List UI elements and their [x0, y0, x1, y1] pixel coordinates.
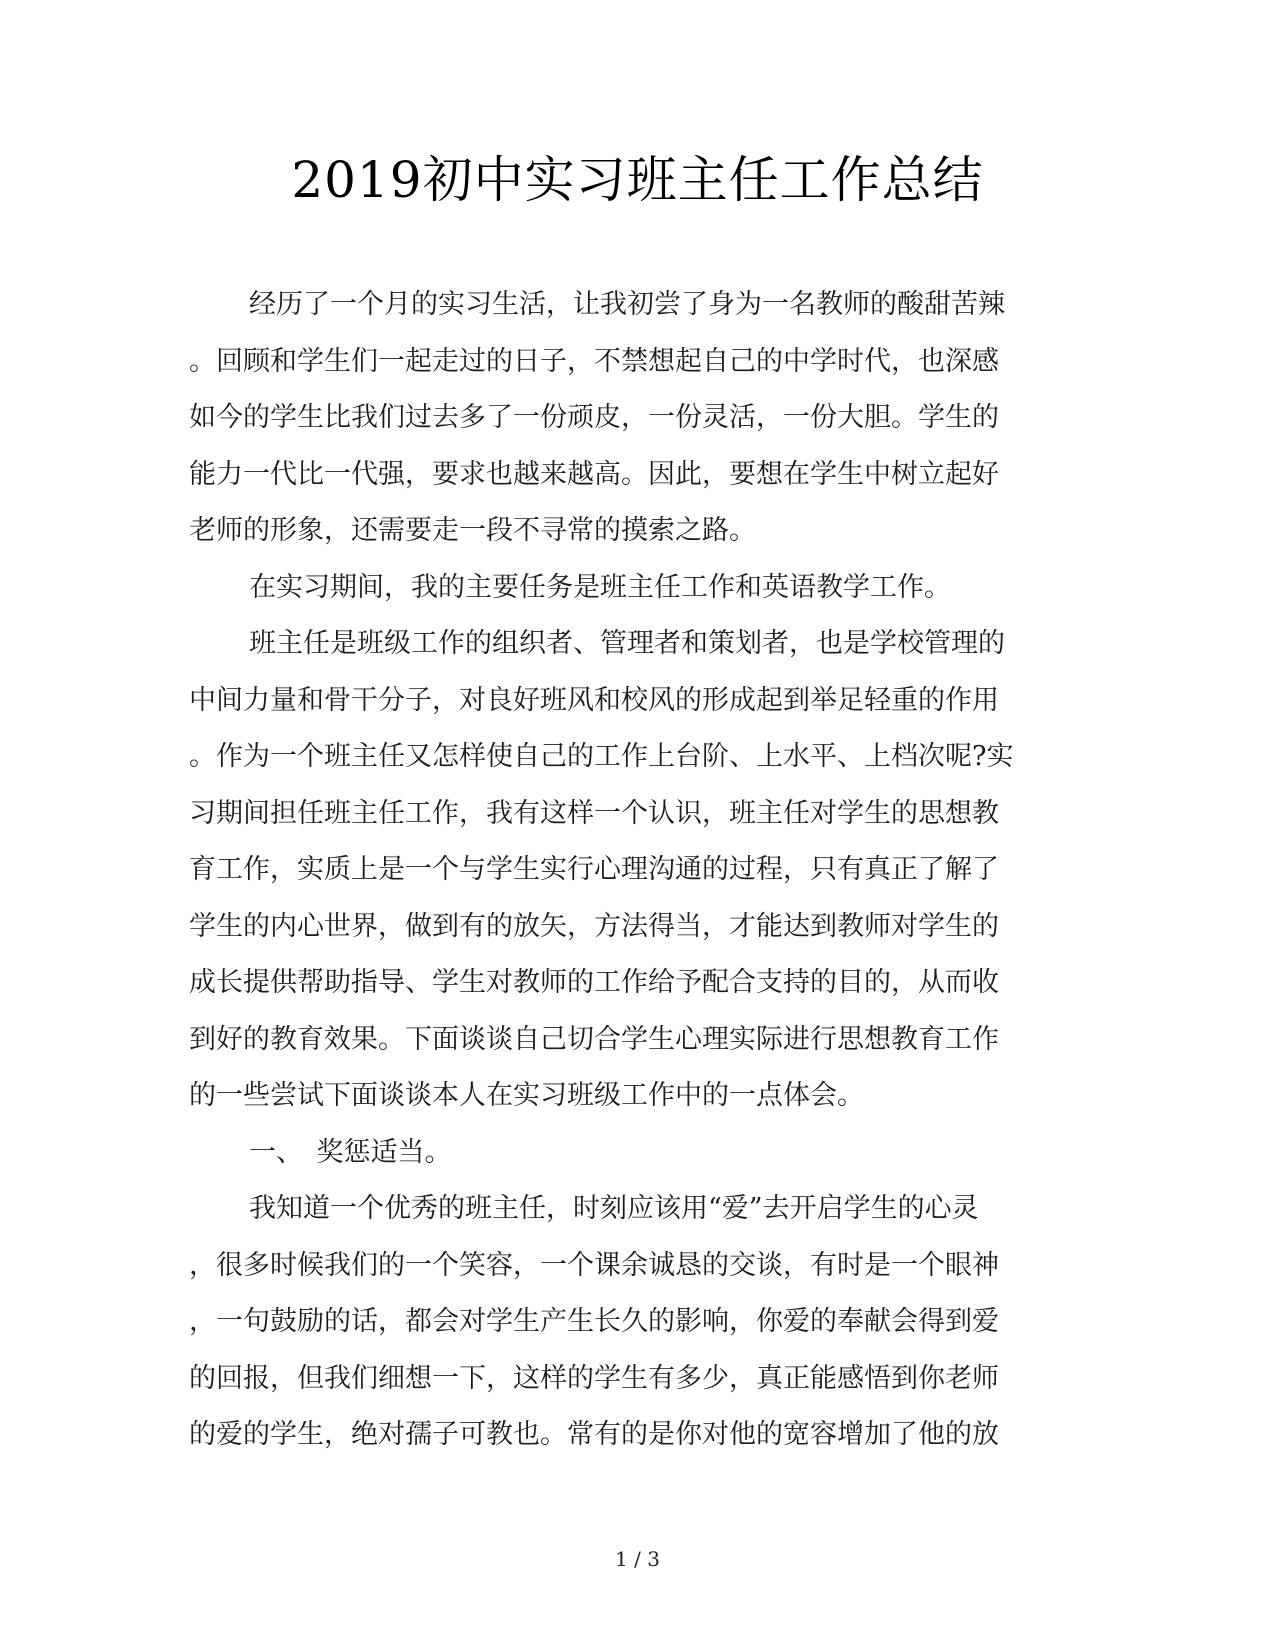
text-line: 在实习期间，我的主要任务是班主任工作和英语教学工作。 — [249, 571, 951, 603]
text-line: 老师的形象，还需要走一段不寻常的摸索之路。 — [189, 515, 756, 546]
text-line: 的一些尝试下面谈谈本人在实习班级工作中的一点体会。 — [189, 1080, 864, 1111]
text-line: 。回顾和学生们一起走过的日子，不禁想起自己的中学时代，也深感 — [189, 345, 999, 377]
text-line: 我知道一个优秀的班主任，时刻应该用“爱”去开启学生的心灵 — [249, 1193, 979, 1224]
text-line: 班主任是班级工作的组织者、管理者和策划者，也是学校管理的 — [249, 628, 1005, 659]
text-line: 到好的教育效果。下面谈谈自己切合学生心理实际进行思想教育工作 — [189, 1023, 999, 1055]
text-line: 能力一代比一代强，要求也越来越高。因此，要想在学生中树立起好 — [189, 458, 999, 490]
text-line: ，很多时候我们的一个笑容，一个课余诚恳的交谈，有时是一个眼神 — [189, 1249, 999, 1281]
section-heading: 一、 奖惩适当。 — [249, 1136, 452, 1168]
page-number: 1 / 3 — [615, 1547, 660, 1571]
text-line: 如今的学生比我们过去多了一份顽皮，一份灵活，一份大胆。学生的 — [189, 402, 999, 433]
document-title: 2019初中实习班主任工作总结 — [291, 151, 984, 209]
text-line: 中间力量和骨干分子，对良好班风和校风的形成起到举足轻重的作用 — [189, 684, 999, 716]
text-line: 育工作，实质上是一个与学生实行心理沟通的过程，只有真正了解了 — [189, 854, 999, 885]
text-line: 。作为一个班主任又怎样使自己的工作上台阶、上水平、上档次呢?实 — [189, 741, 1014, 772]
text-line: 经历了一个月的实习生活，让我初尝了身为一名教师的酸甜苦辣 — [249, 289, 1005, 320]
text-line: ，一句鼓励的话，都会对学生产生长久的影响，你爱的奉献会得到爱 — [189, 1306, 999, 1337]
text-line: 的爱的学生，绝对孺子可教也。常有的是你对他的宽容增加了他的放 — [189, 1419, 999, 1450]
text-line: 学生的内心世界，做到有的放矢，方法得当，才能达到教师对学生的 — [189, 910, 999, 942]
document-body — [189, 277, 1075, 1464]
text-line: 的回报，但我们细想一下，这样的学生有多少，真正能感悟到你老师 — [189, 1362, 999, 1394]
text-line: 习期间担任班主任工作，我有这样一个认识，班主任对学生的思想教 — [189, 797, 999, 829]
text-line: 成长提供帮助指导、学生对教师的工作给予配合支持的目的，从而收 — [189, 967, 999, 998]
